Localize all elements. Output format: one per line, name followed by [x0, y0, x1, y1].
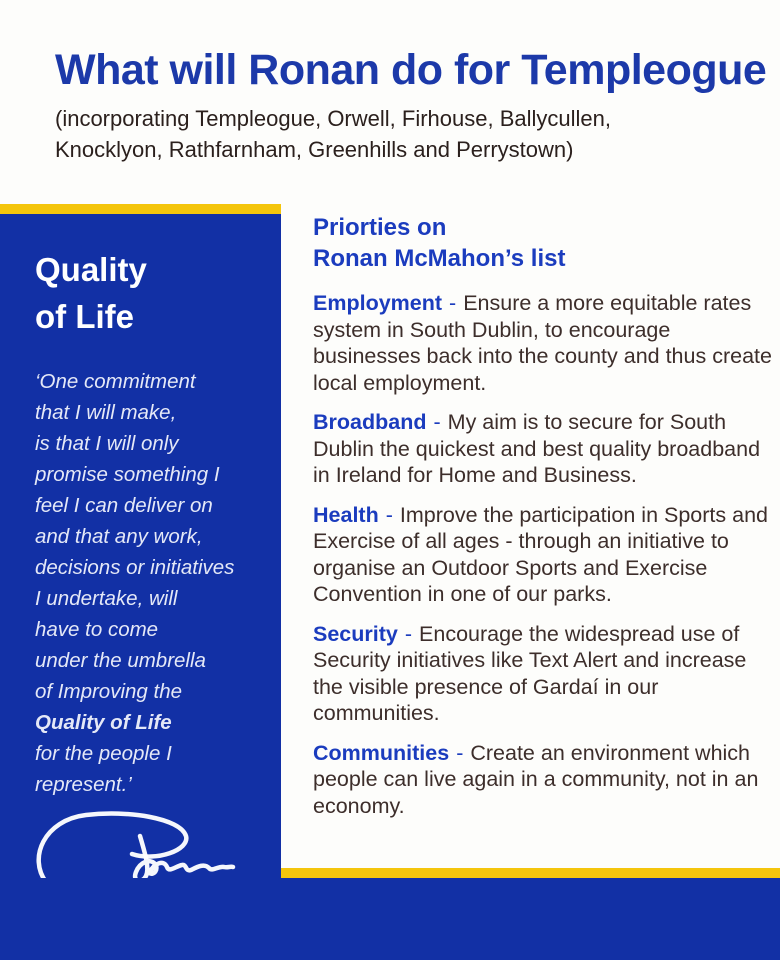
priority-item-broadband — [313, 409, 775, 489]
sidebar-heading-line-1: Quality — [35, 251, 147, 288]
sidebar-heading — [35, 246, 147, 340]
priorities-heading — [313, 212, 775, 274]
priority-text: Ensure a more equitable rates system in South Dublin, to encourage businesses back into the county and thus create local employment. — [313, 291, 772, 395]
priority-separator: - — [433, 410, 441, 434]
priorities-heading-line-2: Ronan McMahon’s list — [313, 245, 566, 272]
sidebar-accent-bar — [0, 204, 281, 214]
bottom-accent-bar — [281, 868, 780, 878]
priority-label: Employment — [313, 291, 443, 315]
quote-line: I undertake, will — [35, 587, 178, 610]
quote-line: under the umbrella — [35, 649, 206, 672]
priority-separator: - — [385, 502, 393, 527]
quote-line: have to come — [35, 618, 159, 641]
sidebar-heading-line-2: of Life — [35, 298, 134, 335]
quote-line: that I will make, — [35, 401, 177, 424]
quote-line: feel I can deliver on — [35, 494, 213, 517]
priorities-heading-line-1: Priorties on — [313, 214, 447, 241]
quote-line: of Improving the — [35, 680, 182, 703]
priority-item-employment — [313, 290, 775, 396]
priority-label: Broadband — [313, 410, 427, 434]
quote-line: for the people I — [35, 742, 172, 765]
bottom-panel — [0, 878, 780, 960]
priority-item-security — [313, 621, 775, 727]
priority-text: My aim is to secure for South Dublin the quickest and best quality broadband in Ireland for Home and Business. — [313, 410, 761, 487]
page-title: What will Ronan do for Templeogue — [55, 46, 767, 94]
priority-label: Health — [313, 502, 379, 527]
priority-text: Improve the participation in Sports and Exercise of all ages - through an initiative to organise an Outdoor Sports and Exercise Convention in one of our parks. — [313, 502, 768, 606]
priority-item-health — [313, 502, 775, 608]
subtitle-line-1: (incorporating Templeogue, Orwell, Firhouse, Ballycullen, — [55, 106, 611, 131]
quote-line: decisions or initiatives — [35, 556, 235, 579]
priority-separator: - — [404, 621, 413, 646]
priority-text: Create an environment which people can live again in a community, not in an economy. — [313, 740, 759, 818]
subtitle-line-2: Knocklyon, Rathfarnham, Greenhills and Perrystown) — [55, 137, 574, 162]
priority-label: Security — [313, 621, 398, 646]
quote-line: is that I will only — [35, 432, 179, 455]
sidebar-panel — [0, 214, 281, 960]
sidebar-quote — [35, 366, 234, 800]
quote-line: ‘One commitment — [35, 370, 196, 393]
priority-item-communities — [313, 740, 775, 820]
quote-line: promise something I — [35, 463, 220, 486]
page-subtitle — [55, 103, 611, 165]
quote-line: and that any work, — [35, 525, 203, 548]
quote-line: represent.’ — [35, 773, 132, 796]
priority-separator: - — [456, 740, 464, 765]
priority-separator: - — [449, 291, 457, 315]
quote-line-emphasis: Quality of Life — [35, 711, 172, 734]
priority-label: Communities — [313, 740, 450, 765]
priorities-section — [313, 212, 775, 832]
priority-text: Encourage the widespread use of Security initiatives like Text Alert and increase the visible presence of Gardaí in our communities. — [313, 621, 747, 725]
